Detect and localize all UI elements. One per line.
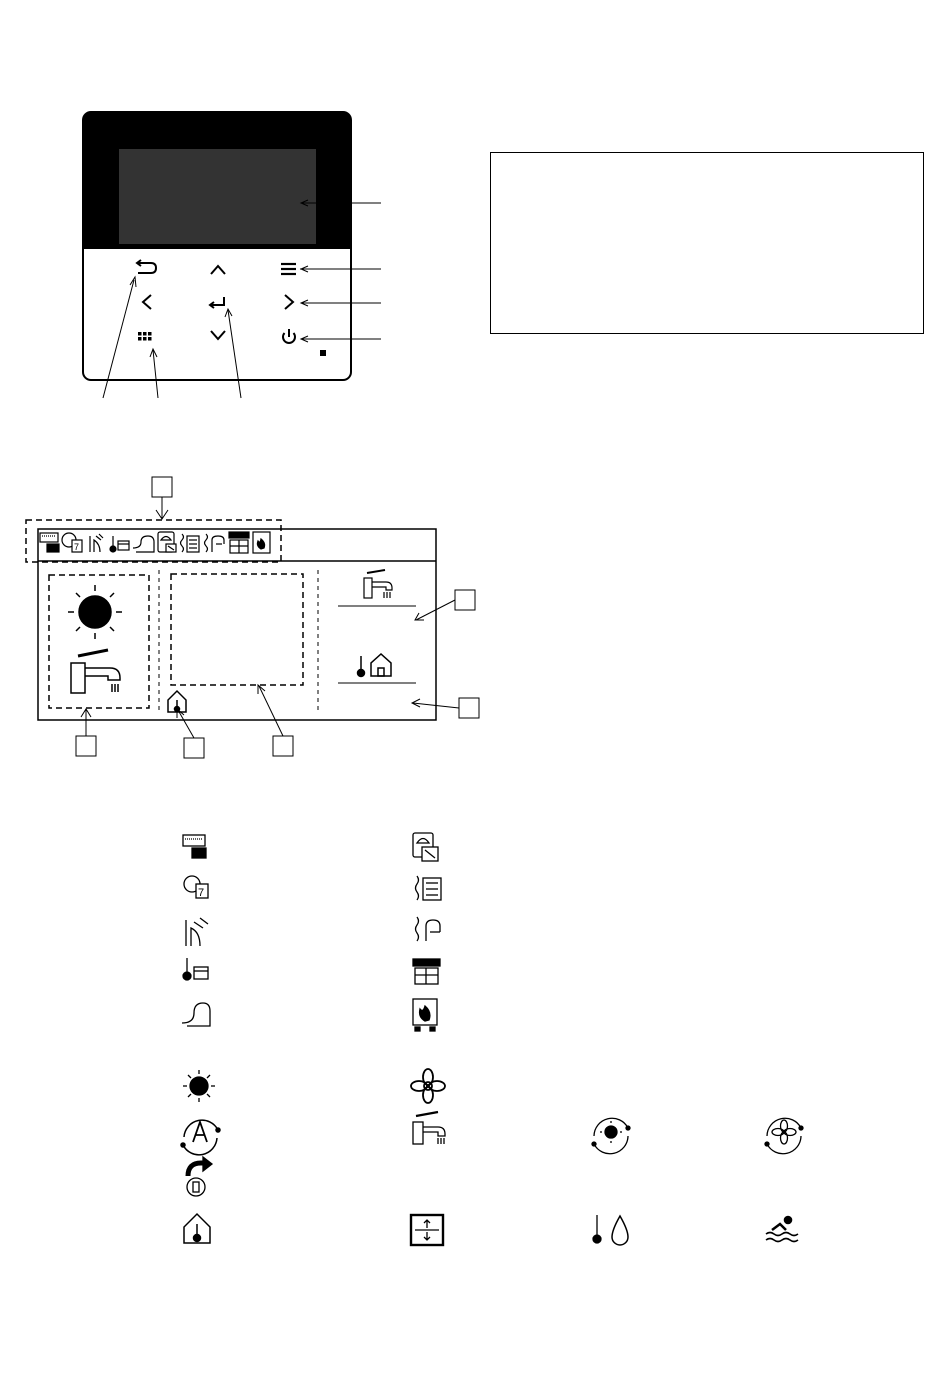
cool-mode-cycle-icon (765, 1118, 803, 1154)
thermometer-drop-icon (593, 1215, 628, 1245)
svg-text:7: 7 (74, 542, 80, 552)
callout-box (273, 736, 293, 756)
pool-icon (766, 1217, 798, 1242)
info-box (490, 152, 924, 334)
auto-icon (181, 1120, 220, 1155)
home-temp-icon (184, 1214, 210, 1243)
screen-layout-figure (0, 470, 950, 770)
callout-box (76, 736, 96, 756)
heat-icon (183, 1070, 215, 1102)
thermostat-icon (183, 958, 208, 980)
boiler-icon (413, 999, 437, 1031)
standby-icon (187, 1157, 212, 1196)
manual-icon (186, 918, 208, 946)
heat-mode-cycle-icon (592, 1118, 630, 1154)
weekly-timer-icon (184, 876, 208, 899)
schedule-icon (183, 835, 206, 858)
buffer-icon (411, 1215, 443, 1245)
heater-icon (416, 876, 442, 900)
callout-box (459, 698, 479, 718)
callout-box (152, 477, 172, 497)
callout-box (455, 590, 475, 610)
dhw-icon (413, 1112, 445, 1144)
status-led (320, 350, 326, 356)
cool-icon (411, 1069, 445, 1103)
callout-box (184, 738, 204, 758)
controller-display (119, 149, 316, 244)
controller-body (83, 112, 351, 380)
svg-text:7: 7 (198, 887, 205, 899)
remote-icon (413, 833, 438, 861)
solar-icon (413, 959, 440, 984)
icon-legend (0, 820, 950, 1260)
dhw-heater-icon (416, 917, 441, 941)
curve-icon (182, 1003, 210, 1026)
